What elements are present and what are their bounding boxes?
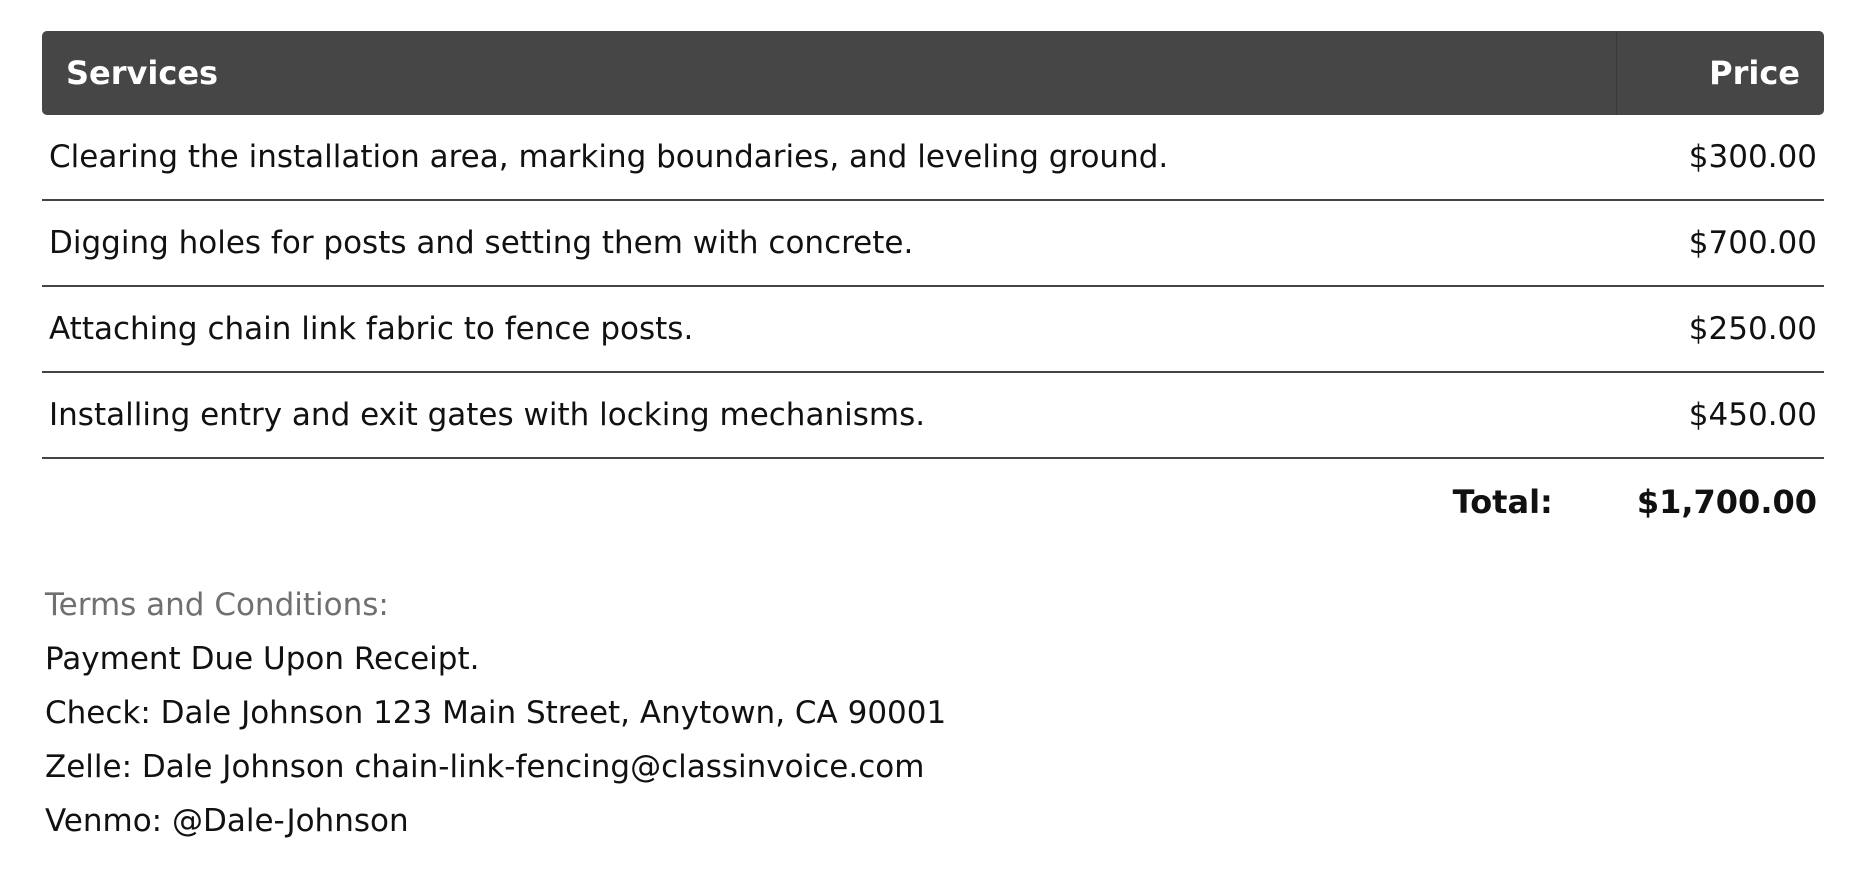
table-header [42, 31, 1824, 115]
terms-line: Check: Dale Johnson 123 Main Street, Anytown, CA 90001 [45, 695, 947, 731]
header-services: Services [66, 54, 219, 92]
table-row [42, 287, 1824, 373]
service-description: Installing entry and exit gates with locking mechanisms. [49, 397, 926, 433]
service-price: $300.00 [1688, 139, 1817, 175]
header-price: Price [1616, 31, 1824, 115]
terms-section [45, 578, 946, 848]
service-price: $450.00 [1688, 397, 1817, 433]
service-price: $700.00 [1688, 225, 1817, 261]
terms-title: Terms and Conditions: [45, 587, 389, 623]
total-row [42, 459, 1824, 545]
service-price: $250.00 [1688, 311, 1817, 347]
total-value: $1,700.00 [1636, 483, 1817, 521]
terms-line: Venmo: @Dale-Johnson [45, 803, 409, 839]
table-row [42, 201, 1824, 287]
service-description: Clearing the installation area, marking boundaries, and leveling ground. [49, 139, 1169, 175]
table-row [42, 373, 1824, 459]
total-label: Total: [1452, 483, 1553, 521]
terms-line: Zelle: Dale Johnson chain-link-fencing@classinvoice.com [45, 749, 925, 785]
services-table [42, 31, 1824, 545]
service-description: Digging holes for posts and setting them with concrete. [49, 225, 914, 261]
terms-line: Payment Due Upon Receipt. [45, 641, 480, 677]
table-row [42, 115, 1824, 201]
service-description: Attaching chain link fabric to fence posts. [49, 311, 694, 347]
